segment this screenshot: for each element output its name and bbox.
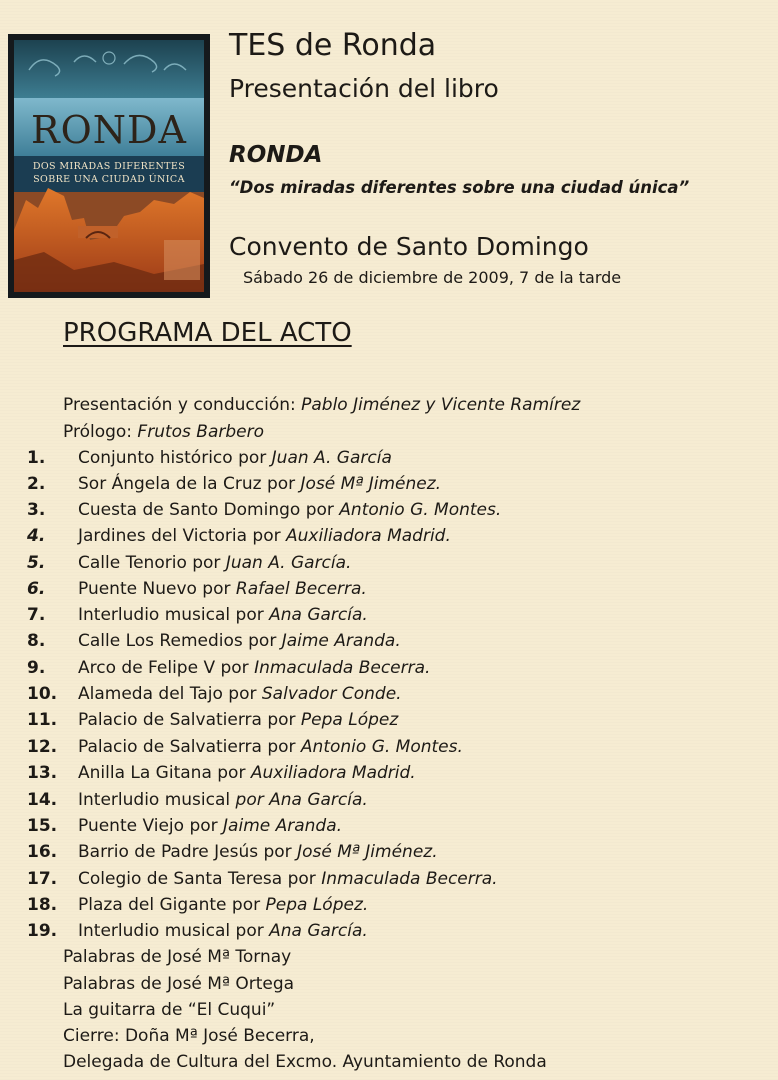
item-number: 18. (27, 895, 58, 915)
item-author: Juan A. García (271, 448, 392, 468)
item-author: Pepa López. (265, 895, 369, 915)
intro-line-presentation (63, 394, 580, 416)
venue: Convento de Santo Domingo (229, 232, 589, 261)
item-author: Auxiliadora Madrid. (250, 763, 416, 783)
item-number: 17. (27, 869, 58, 889)
item-text: Palacio de Salvatierra por (78, 710, 301, 730)
item-number: 12. (27, 737, 58, 757)
book-title: RONDA (229, 142, 323, 168)
closing-line: Palabras de José Mª Ortega (63, 974, 295, 994)
item-number: 5. (27, 553, 46, 573)
item-text: Interludio musical (78, 790, 236, 810)
item-number: 6. (27, 579, 46, 599)
item-author: Inmaculada Becerra. (254, 658, 431, 678)
item-number: 4. (27, 526, 46, 546)
item-number: 2. (27, 474, 46, 494)
item-text: Alameda del Tajo por (78, 684, 262, 704)
intro-label: Prólogo: (63, 422, 138, 442)
item-number: 7. (27, 605, 46, 625)
intro-names: Frutos Barbero (137, 422, 265, 442)
item-text: Cuesta de Santo Domingo por (78, 500, 340, 520)
closing-line: Delegada de Cultura del Excmo. Ayuntamiento de Ronda (63, 1052, 547, 1072)
intro-label: Presentación y conducción: (63, 395, 302, 415)
item-author: Salvador Conde. (261, 684, 402, 704)
program-title: PROGRAMA DEL ACTO (63, 318, 352, 348)
item-text: Puente Nuevo por (78, 579, 236, 599)
presentation-heading: Presentación del libro (229, 74, 499, 103)
item-text: Colegio de Santa Teresa por (78, 869, 322, 889)
item-author: Antonio G. Montes. (339, 500, 502, 520)
item-author: Rafael Becerra. (235, 579, 367, 599)
intro-line-prologue (63, 421, 264, 443)
book-cover-image (8, 34, 210, 298)
item-author: Jaime Aranda. (223, 816, 343, 836)
item-number: 1. (27, 448, 46, 468)
item-author: José Mª Jiménez. (300, 474, 442, 494)
closing-line: Cierre: Doña Mª José Becerra, (63, 1026, 315, 1046)
item-number: 10. (27, 684, 58, 704)
item-text: Arco de Felipe V por (78, 658, 255, 678)
item-text: Barrio de Padre Jesús por (78, 842, 298, 862)
event-date: Sábado 26 de diciembre de 2009, 7 de la tarde (243, 268, 622, 287)
item-number: 8. (27, 631, 46, 651)
item-text: Interludio musical por (78, 605, 270, 625)
item-text: Calle Tenorio por (78, 553, 226, 573)
cover-title: RONDA (31, 108, 187, 152)
item-number: 3. (27, 500, 46, 520)
item-author: Antonio G. Montes. (300, 737, 463, 757)
item-text: Jardines del Victoria por (78, 526, 287, 546)
closing-line: La guitarra de “El Cuqui” (63, 1000, 276, 1020)
item-number: 16. (27, 842, 58, 862)
item-author: Inmaculada Becerra. (321, 869, 498, 889)
cover-subtitle-line-2: SOBRE UNA CIUDAD ÚNICA (33, 174, 185, 185)
item-author: Ana García. (269, 921, 368, 941)
item-author: Ana García. (269, 605, 368, 625)
item-text: Puente Viejo por (78, 816, 224, 836)
organization-title: TES de Ronda (229, 28, 437, 63)
item-author: Juan A. García. (225, 553, 352, 573)
closing-line: Palabras de José Mª Tornay (63, 947, 292, 967)
item-author: Pepa López (300, 710, 399, 730)
item-number: 19. (27, 921, 58, 941)
book-subtitle: “Dos miradas diferentes sobre una ciudad única” (229, 178, 690, 197)
item-author: por Ana García. (235, 790, 368, 810)
item-number: 11. (27, 710, 58, 730)
item-text: Calle Los Remedios por (78, 631, 282, 651)
item-author: Jaime Aranda. (281, 631, 401, 651)
item-author: José Mª Jiménez. (297, 842, 438, 862)
item-text: Anilla La Gitana por (78, 763, 251, 783)
item-number: 13. (27, 763, 58, 783)
cover-subtitle-line-1: DOS MIRADAS DIFERENTES (32, 161, 186, 172)
item-number: 9. (27, 658, 46, 678)
item-text: Plaza del Gigante por (78, 895, 266, 915)
intro-names: Pablo Jiménez y Vicente Ramírez (301, 395, 581, 415)
item-text: Interludio musical por (78, 921, 270, 941)
item-text: Palacio de Salvatierra por (78, 737, 301, 757)
item-text: Sor Ángela de la Cruz por (78, 474, 301, 494)
item-number: 14. (27, 790, 58, 810)
item-author: Auxiliadora Madrid. (286, 526, 451, 546)
item-text: Conjunto histórico por (78, 448, 272, 468)
item-number: 15. (27, 816, 58, 836)
